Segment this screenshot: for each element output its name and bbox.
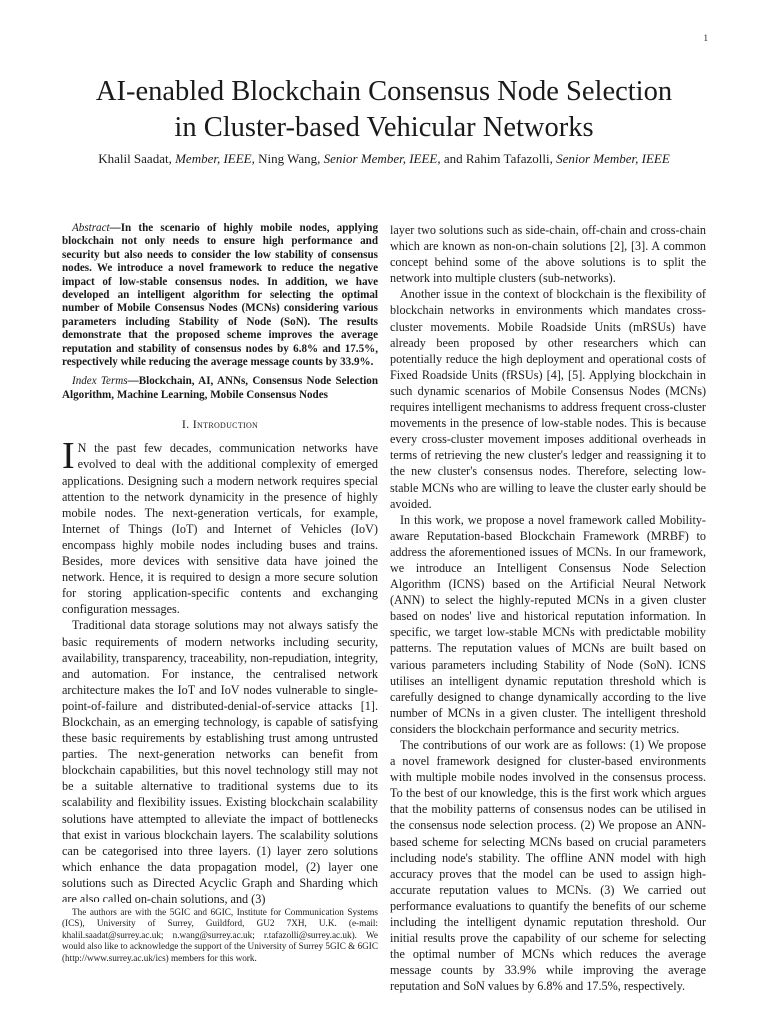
abstract-text: —In the scenario of highly mobile nodes, applying blockchain not only needs to ensure high performance and security but also needs to consider the low stability of consensus nodes. We introduce a novel framework to reduce the negative impact of low-stable consensus nodes. In addition, we have developed an intelligent algorithm for selecting the optimal number of Mobile Consensus Nodes (MCNs) considering various parameters including Stability of Node (SoN). The results demonstrate that the proposed scheme improves the average reputation and stability of consensus nodes by 6.8% and 17.5%, respectively while reducing the average message counts by 33.9%. xyxy=(62,222,378,369)
drop-cap: I xyxy=(62,435,75,478)
index-terms-lead: Index Terms xyxy=(72,375,128,388)
intro-paragraph-3: layer two solutions such as side-chain, off-chain and cross-chain which are known as non-on-chain solutions [2], [3]. A common concept behind some of the above solutions is to split the network into multiple clusters (sub-networks). xyxy=(390,223,706,286)
author-affiliation-footnote: The authors are with the 5GIC and 6GIC, Institute for Communication Systems (ICS), University of Surrey, Guildford, GU2 7XH, U.K. (e-mail: khalil.saadat@surrey.ac.uk; n.wang@surrey.ac.uk; r.tafazolli@surrey.ac.uk). We would also like to acknowledge the support of the University of Surrey 5GIC & 6GIC (http://www.surrey.ac.uk/ics) members for this work. xyxy=(62,907,378,963)
index-terms xyxy=(62,375,378,402)
author-2-role: Senior Member, IEEE, xyxy=(323,151,441,166)
title-line-2: in Cluster-based Vehicular Networks xyxy=(174,112,594,143)
author-3-role: Senior Member, IEEE xyxy=(556,151,670,166)
title-line-1: AI-enabled Blockchain Consensus Node Selection xyxy=(95,76,673,107)
intro-paragraph-2: Traditional data storage solutions may not always satisfy the basic requirements of modern networks including security, availability, transparency, traceability, non-repudiation, integrity, and automation. For instance, the centralised network architecture makes the IoT and IoV nodes vulnerable to single-point-of-failure and distributed-denial-of-service attacks [1]. Blockchain, as an emerging technology, is capable of satisfying these basic requirements by establishing trust among untrusted parties. The next-generation networks can benefit from blockchain capabilities, but this novel technology still may not be a suitable alternative to traditional systems due to its scalability and flexibility issues. Existing blockchain scalability solutions have attempted to alleviate the impact of bottlenecks that exist in various blockchain layers. The scalability solutions can be categorised into three layers. (1) layer zero solutions which enhance the data propagation model, (2) layer one solutions such as Directed Acyclic Graph and Sharding which are also called on-chain solutions, and (3) xyxy=(62,618,378,906)
left-column xyxy=(62,222,378,907)
author-1-role: Member, IEEE, xyxy=(175,151,255,166)
intro-paragraph-1-text: N the past few decades, communication networks have evolved to deal with the additional complexity of emerged applications. Designing such a modern network requires special attention to the network dynamicity in the presence of highly mobile nodes. The next-generation verticals, for example, Internet of Things (IoT) and Internet of Vehicles (IoV) encompass highly mobile nodes including buses and trains. Besides, more devices with sensitive data have joined the network. Hence, it is required to design a more secure solution for storing application-specific contents and exchanging configuration messages. xyxy=(62,441,378,617)
intro-paragraph-5: In this work, we propose a novel framework called Mobility-aware Reputation-based Blockchain Framework (MRBF) to address the aforementioned issues of MCNs. In our framework, we introduce an Intelligent Consensus Node Selection Algorithm (ICNS) based on the Artificial Neural Network (ANN) to select the highly-reputed MCNs in a given cluster based on nodes' live and historical reputation information. In specific, we target low-stable MCNs with predictable mobility patterns. The reputation values of MCNs are built based on various parameters including Stability of Node (SoN). ICNS utilises an intelligent dynamic reputation threshold which is carefully designed to change dynamically according to the live number of MCNs in a given cluster. The intelligent threshold considers the blockchain performance and security metrics. xyxy=(390,512,706,736)
author-list xyxy=(40,151,728,167)
page-number: 1 xyxy=(703,33,708,43)
intro-paragraph-6: The contributions of our work are as follows: (1) We propose a novel framework designed for cluster-based environments with multiple mobile nodes involved in the consensus process. To the best of our knowledge, this is the first work which argues that the mobility patterns of consensus nodes can be utilised in the consensus node selection process. (2) We propose an ANN-based scheme for selecting MCNs based on crucial parameters including node's stability. The offline ANN model with high accuracy proves that the model can be used to assign high-accurate reputation values to MCNs. (3) We carried out performance evaluations to quantify the benefits of our scheme including the intelligent dynamic reputation threshold. Our initial results prove the capability of our scheme for selecting the optimal number of MCNs which reduces the average message counts by 33.9% while improving the average reputation and SoN values by 6.8% and 17.5%, respectively. xyxy=(390,738,706,994)
section-heading-introduction: I. Introduction xyxy=(181,417,259,432)
right-column xyxy=(390,222,706,995)
footnote-rule xyxy=(62,902,122,903)
paper-title xyxy=(40,74,728,146)
intro-paragraph-4: Another issue in the context of blockchain is the flexibility of blockchain networks in environments which mandates cross-cluster movements. Mobile Roadside Units (mRSUs) have already been proposed by other researchers which can potentially reduce the high deployment and operational costs of Fixed Roadside Units (fRSUs) [4], [5]. Applying blockchain in such dynamic scenarios of Mobile Consensus Nodes (MCNs) requires intelligent mechanisms to address frequent cross-cluster movements in the presence of low-stable nodes. This is because every cross-cluster movement imposes additional overheads in terms of retrieving the new cluster's ledger and reassigning it to the new cluster's consensus nodes. Therefore, selecting low-stable MCNs who are willing to leave the cluster early should be avoided. xyxy=(390,287,706,511)
author-2: Ning Wang, xyxy=(258,151,321,166)
author-1: Khalil Saadat, xyxy=(98,151,172,166)
abstract xyxy=(62,222,378,369)
author-3: and Rahim Tafazolli, xyxy=(443,151,553,166)
abstract-lead: Abstract xyxy=(72,222,110,234)
intro-paragraph-1 xyxy=(62,435,378,617)
index-terms-text: —Blockchain, AI, ANNs, Consensus Node Selection Algorithm, Machine Learning, Mobile Consensus Nodes xyxy=(62,375,378,401)
